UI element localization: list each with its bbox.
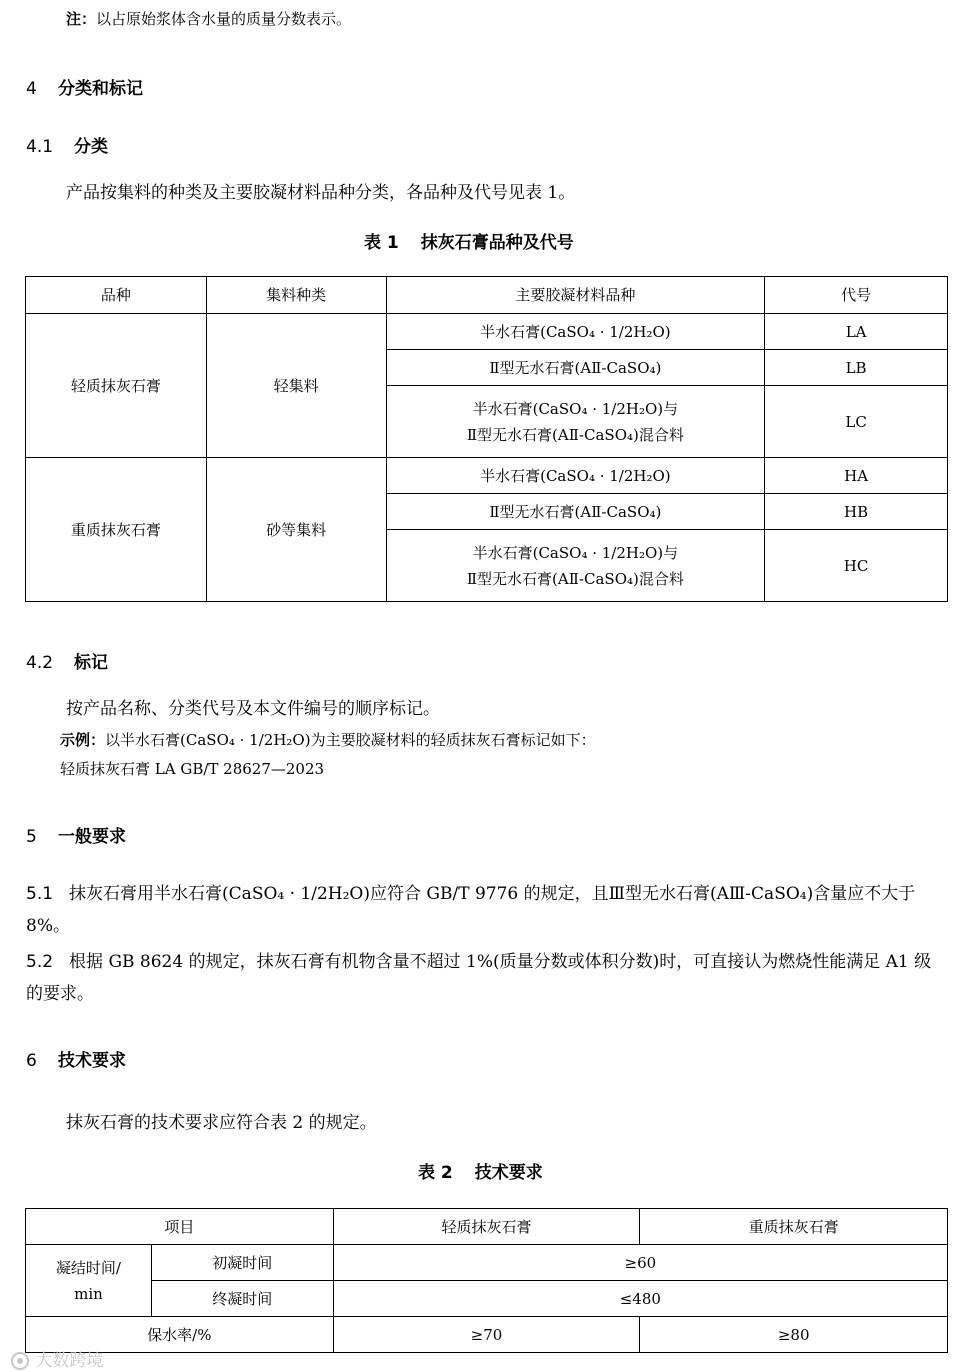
setting-time-label: 凝结时间/ <box>55 1258 121 1277</box>
footnote-text: 以占原始浆体含水量的质量分数表示。 <box>96 10 352 28</box>
variety-cell: 重质抹灰石膏 <box>26 458 207 602</box>
code-cell: LC <box>765 386 948 458</box>
table-header-row <box>26 1209 948 1245</box>
section-title: 分类和标记 <box>58 79 143 99</box>
example-label: 示例： <box>60 731 106 749</box>
header-cell: 重质抹灰石膏 <box>640 1209 948 1245</box>
section-number: 4.1 <box>26 137 54 157</box>
clause-text: 根据 GB 8624 的规定，抹灰石膏有机物含量不超过 1%(质量分数或体积分数)时，可直接认为燃烧性能满足 A1 级的要求。 <box>26 952 932 1004</box>
table-row <box>26 1245 948 1281</box>
section-title: 一般要求 <box>58 827 126 847</box>
setting-time-cell <box>26 1245 152 1317</box>
section-4-2-paragraph: 按产品名称、分类代号及本文件编号的顺序标记。 <box>66 699 440 719</box>
code-cell: LB <box>765 350 948 386</box>
material-line: 半水石膏(CaSO₄ · 1/2H₂O)与 <box>472 543 679 562</box>
setting-time-unit: min <box>74 1284 103 1303</box>
section-6-paragraph: 抹灰石膏的技术要求应符合表 2 的规定。 <box>66 1113 377 1133</box>
water-retention-heavy: ≥80 <box>640 1317 948 1353</box>
marking-example: 轻质抹灰石膏 LA GB/T 28627—2023 <box>60 760 325 778</box>
watermark-text: 大数跨境 <box>35 1351 104 1371</box>
section-number: 4.2 <box>26 653 54 673</box>
table-row <box>26 314 948 350</box>
header-cell: 项目 <box>26 1209 334 1245</box>
clause-text: 抹灰石膏用半水石膏(CaSO₄ · 1/2H₂O)应符合 GB/T 9776 的规定，且Ⅲ型无水石膏(AⅢ-CaSO₄)含量应不大于 8%。 <box>26 884 916 936</box>
material-cell: Ⅱ型无水石膏(AⅡ-CaSO₄) <box>386 350 765 386</box>
table-1 <box>25 276 948 602</box>
initial-setting-value: ≥60 <box>333 1245 947 1281</box>
clause-number: 5.1 <box>26 884 54 904</box>
section-6-heading <box>26 1046 126 1071</box>
material-cell <box>386 386 765 458</box>
material-cell: 半水石膏(CaSO₄ · 1/2H₂O) <box>386 314 765 350</box>
section-number: 6 <box>26 1051 37 1071</box>
section-4-2-heading <box>26 648 108 673</box>
variety-cell: 轻质抹灰石膏 <box>26 314 207 458</box>
caption-number: 表 1 <box>364 233 399 253</box>
watermark-logo-icon <box>10 1351 30 1371</box>
code-cell: HC <box>765 530 948 602</box>
code-cell: HB <box>765 494 948 530</box>
clause-5-2 <box>26 946 948 1010</box>
material-line: Ⅱ型无水石膏(AⅡ-CaSO₄)混合料 <box>466 425 684 444</box>
material-cell <box>386 530 765 602</box>
watermark <box>10 1346 103 1371</box>
aggregate-cell: 轻集料 <box>206 314 386 458</box>
caption-number: 表 2 <box>418 1163 453 1183</box>
footnote <box>66 8 351 29</box>
table-2 <box>25 1208 948 1353</box>
section-5-heading <box>26 822 126 847</box>
material-cell: Ⅱ型无水石膏(AⅡ-CaSO₄) <box>386 494 765 530</box>
table-row <box>26 1317 948 1353</box>
section-number: 5 <box>26 827 37 847</box>
final-setting-value: ≤480 <box>333 1281 947 1317</box>
section-title: 分类 <box>74 137 108 157</box>
footnote-label: 注： <box>66 10 97 28</box>
aggregate-cell: 砂等集料 <box>206 458 386 602</box>
initial-setting-label: 初凝时间 <box>151 1245 333 1281</box>
water-retention-light: ≥70 <box>333 1317 640 1353</box>
code-cell: LA <box>765 314 948 350</box>
table-1-caption <box>364 228 574 253</box>
clause-number: 5.2 <box>26 952 54 972</box>
caption-title: 技术要求 <box>474 1163 543 1183</box>
section-title: 标记 <box>74 653 108 673</box>
section-number: 4 <box>26 79 37 99</box>
table-row <box>26 1281 948 1317</box>
section-4-heading <box>26 74 143 99</box>
material-cell: 半水石膏(CaSO₄ · 1/2H₂O) <box>386 458 765 494</box>
header-cell: 集料种类 <box>206 277 386 314</box>
material-line: Ⅱ型无水石膏(AⅡ-CaSO₄)混合料 <box>466 569 684 588</box>
example-line <box>60 729 596 750</box>
code-cell: HA <box>765 458 948 494</box>
material-line: 半水石膏(CaSO₄ · 1/2H₂O)与 <box>472 399 679 418</box>
table-2-caption <box>418 1158 543 1183</box>
header-cell: 代号 <box>765 277 948 314</box>
caption-title: 抹灰石膏品种及代号 <box>420 233 574 253</box>
header-cell: 品种 <box>26 277 207 314</box>
water-retention-label: 保水率/% <box>26 1317 334 1353</box>
header-cell: 轻质抹灰石膏 <box>333 1209 640 1245</box>
table-row <box>26 458 948 494</box>
clause-5-1 <box>26 878 948 942</box>
section-title: 技术要求 <box>58 1051 126 1071</box>
table-header-row <box>26 277 948 314</box>
final-setting-label: 终凝时间 <box>151 1281 333 1317</box>
section-4-1-heading <box>26 132 108 157</box>
header-cell: 主要胶凝材料品种 <box>386 277 765 314</box>
section-4-1-paragraph: 产品按集料的种类及主要胶凝材料品种分类，各品种及代号见表 1。 <box>66 183 576 203</box>
example-text: 以半水石膏(CaSO₄ · 1/2H₂O)为主要胶凝材料的轻质抹灰石膏标记如下： <box>105 731 596 749</box>
